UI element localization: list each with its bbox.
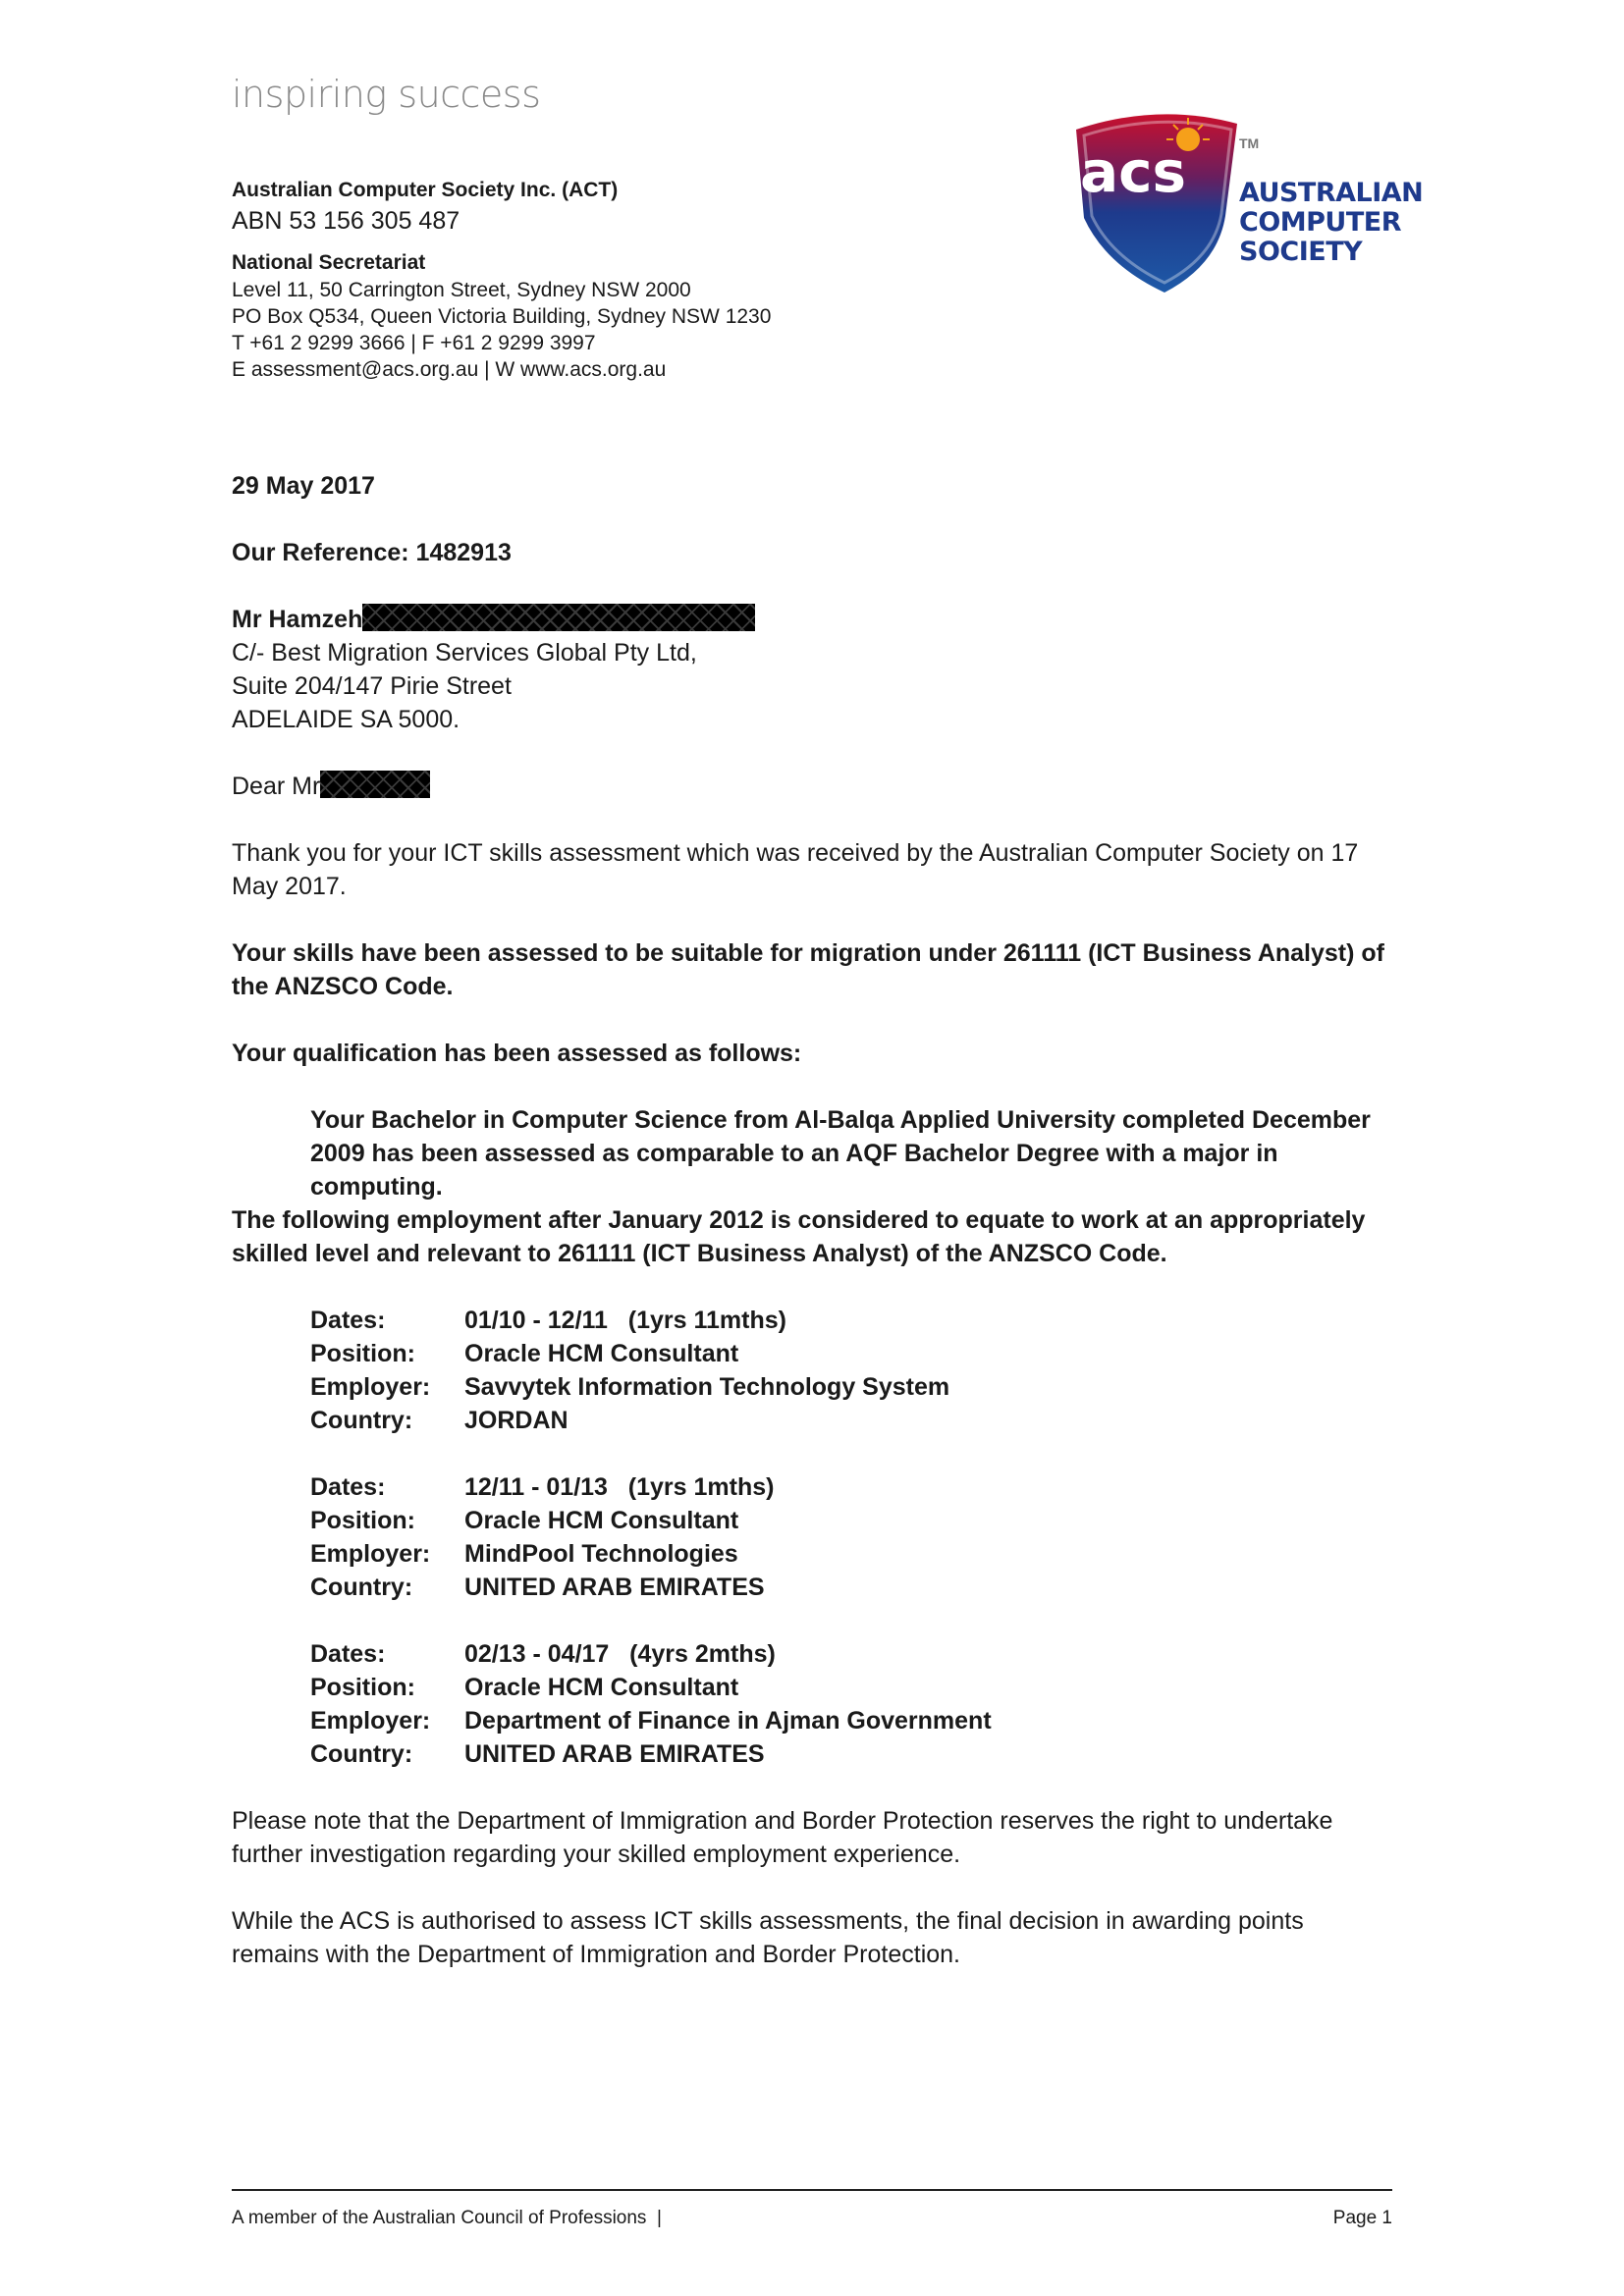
office-name: National Secretariat — [232, 251, 426, 274]
salutation: Dear Mr — [232, 773, 321, 800]
page-number: Page 1 — [1332, 2208, 1392, 2228]
reference: Our Reference: 1482913 — [232, 539, 512, 566]
label-position: Position: — [310, 1340, 415, 1367]
skills-result: Your skills have been assessed to be suitable for migration under 261111 (ICT Business Analyst) of the ANZSCO Code. — [232, 939, 1384, 1000]
logo-word-3: SOCIETY — [1239, 237, 1363, 267]
org-name: Australian Computer Society Inc. (ACT) — [232, 179, 619, 201]
recipient-line-1: C/- Best Migration Services Global Pty Ltd, — [232, 639, 697, 667]
emp-dates: 12/11 - 01/13 (1yrs 1mths) — [464, 1473, 775, 1501]
employment-entry — [310, 1470, 774, 1604]
emp-position: Oracle HCM Consultant — [464, 1674, 739, 1701]
label-employer: Employer: — [310, 1373, 431, 1401]
emp-position: Oracle HCM Consultant — [464, 1340, 739, 1367]
trademark: TM — [1239, 135, 1260, 151]
label-position: Position: — [310, 1674, 415, 1701]
address-line-2: PO Box Q534, Queen Victoria Building, Sydney NSW 1230 — [232, 305, 772, 328]
recipient-line-2: Suite 204/147 Pirie Street — [232, 672, 512, 700]
label-employer: Employer: — [310, 1540, 431, 1568]
logo-wordmark — [1239, 179, 1423, 267]
label-dates: Dates: — [310, 1473, 386, 1501]
label-employer: Employer: — [310, 1707, 431, 1735]
recipient-block — [232, 603, 1390, 736]
emp-country: UNITED ARAB EMIRATES — [464, 1574, 765, 1601]
emp-employer: Department of Finance in Ajman Government — [464, 1707, 992, 1735]
qualification-heading: Your qualification has been assessed as follows: — [232, 1040, 802, 1067]
logo-mark-text: acs — [1080, 138, 1187, 205]
label-dates: Dates: — [310, 1640, 386, 1668]
email-line: E assessment@acs.org.au | W www.acs.org.au — [232, 358, 667, 381]
recipient-name: Mr Hamzeh — [232, 606, 363, 633]
footer-divider — [232, 2189, 1392, 2191]
label-country: Country: — [310, 1740, 413, 1768]
tagline: inspiring success — [232, 73, 541, 116]
emp-country: UNITED ARAB EMIRATES — [464, 1740, 765, 1768]
footer-membership: A member of the Australian Council of Professions | — [232, 2208, 662, 2228]
emp-dates: 01/10 - 12/11 (1yrs 11mths) — [464, 1307, 786, 1334]
label-country: Country: — [310, 1574, 413, 1601]
intro-paragraph: Thank you for your ICT skills assessment which was received by the Australian Computer Society on 17 May 2017. — [232, 839, 1359, 900]
redacted-name — [320, 771, 430, 798]
label-dates: Dates: — [310, 1307, 386, 1334]
emp-dates: 02/13 - 04/17 (4yrs 2mths) — [464, 1640, 776, 1668]
abn: ABN 53 156 305 487 — [232, 207, 460, 235]
employment-heading: The following employment after January 2012 is considered to equate to work at an appropriately skilled level and relevant to 261111 (ICT Business Analyst) of the ANZSCO Code. — [232, 1206, 1366, 1267]
emp-position: Oracle HCM Consultant — [464, 1507, 739, 1534]
phone-line: T +61 2 9299 3666 | F +61 2 9299 3997 — [232, 332, 596, 354]
logo-word-1: AUSTRALIAN — [1239, 178, 1424, 208]
letter-date: 29 May 2017 — [232, 472, 375, 500]
address-line-1: Level 11, 50 Carrington Street, Sydney NSW 2000 — [232, 279, 691, 301]
logo-word-2: COMPUTER — [1239, 207, 1402, 238]
note-paragraph-2: While the ACS is authorised to assess ICT skills assessments, the final decision in awarding points remains with the Department of Immigration and Border Protection. — [232, 1907, 1304, 1968]
employment-entry — [310, 1637, 992, 1771]
recipient-line-3: ADELAIDE SA 5000. — [232, 706, 460, 733]
qualification-text: Your Bachelor in Computer Science from Al-Balqa Applied University completed December 2009 has been assessed as comparable to an AQF Bachelor Degree with a major in computing. — [310, 1106, 1371, 1201]
note-paragraph-1: Please note that the Department of Immigration and Border Protection reserves the right to undertake further investigation regarding your skilled employment experience. — [232, 1807, 1333, 1868]
emp-employer: Savvytek Information Technology System — [464, 1373, 950, 1401]
employment-entry — [310, 1304, 949, 1437]
emp-country: JORDAN — [464, 1407, 568, 1434]
redacted-surname — [362, 604, 755, 631]
label-position: Position: — [310, 1507, 415, 1534]
label-country: Country: — [310, 1407, 413, 1434]
emp-employer: MindPool Technologies — [464, 1540, 738, 1568]
salutation-line — [232, 770, 1390, 803]
